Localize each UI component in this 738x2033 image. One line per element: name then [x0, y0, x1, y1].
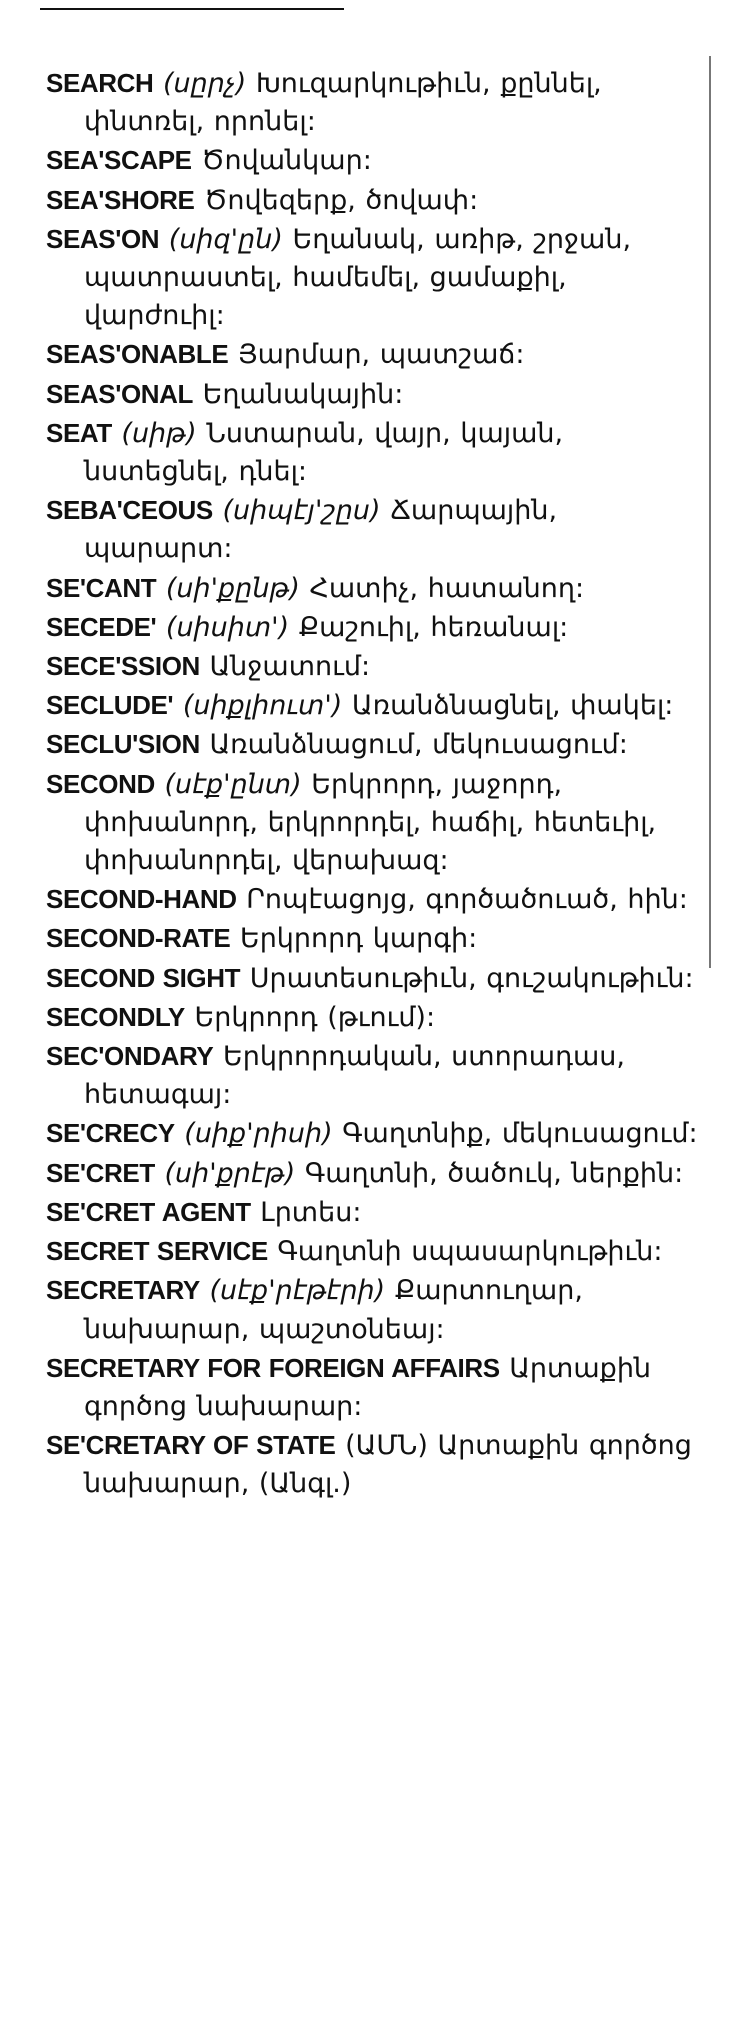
dictionary-entry [46, 725, 706, 764]
column-rule [709, 56, 711, 968]
headword: SECRETARY FOR FOREIGN AFFAIRS [46, 1352, 500, 1383]
dictionary-entry [46, 335, 706, 374]
dictionary-entry [46, 1426, 706, 1503]
pronunciation: (սըրչ) [162, 68, 247, 99]
definition: Առանձնացնել, փակել: [351, 690, 674, 722]
dictionary-entry [46, 686, 706, 725]
definition: Առանձնացում, մեկուսացում: [209, 729, 628, 761]
dictionary-entry [46, 919, 706, 958]
pronunciation: (սիզ'ըն) [168, 223, 283, 255]
definition: Երկրորդ կարգի: [239, 923, 478, 955]
definition: Ծովեզերք, ծովափ: [204, 184, 479, 216]
headword: SEA'SHORE [46, 184, 195, 215]
headword: SE'CRET AGENT [46, 1196, 251, 1227]
definition: Հատիչ, հատանող: [309, 572, 585, 604]
top-rule [40, 8, 344, 10]
dictionary-entry [46, 1037, 706, 1114]
headword: SECOND-RATE [46, 923, 231, 954]
dictionary-entry [46, 569, 706, 608]
dictionary-entry [46, 1271, 706, 1348]
definition: Երկրորդ, յաջորդ, փոխանորդ, երկրորդել, հաճիլ, հետեւիլ, փոխանորդել, վերախազ: [84, 768, 657, 877]
dictionary-entry [46, 220, 706, 336]
pronunciation: (սի'քընթ) [165, 572, 300, 604]
pronunciation: (սի'քրէթ) [164, 1157, 296, 1189]
headword: SECOND-HAND [46, 884, 237, 915]
headword: SECOND [46, 768, 155, 799]
definition: (ԱՄՆ) Արտաքին գործոց նախարար, (Անգլ.) [84, 1430, 692, 1500]
headword: SE'CANT [46, 572, 157, 603]
headword: SE'CRET [46, 1157, 155, 1188]
dictionary-entries [46, 64, 706, 1504]
definition: Խուզարկութիւն, քըննել, փնտռել, որոնել: [84, 68, 602, 138]
headword: SE'CRECY [46, 1118, 175, 1149]
headword: SEAT [46, 417, 112, 448]
headword: SEARCH [46, 68, 154, 98]
definition: Յարմար, պատշաճ: [237, 339, 525, 371]
headword: SE'CRETARY OF STATE [46, 1430, 336, 1461]
dictionary-entry [46, 1154, 706, 1193]
definition: Նստարան, վայր, կայան, նստեցնել, դնել: [84, 417, 564, 488]
dictionary-entry [46, 998, 706, 1037]
headword: SEAS'ONABLE [46, 339, 229, 370]
definition: Քաշուիլ, հեռանալ: [298, 611, 569, 643]
headword: SEAS'ON [46, 223, 160, 254]
definition: Գաղտնի, ծածուկ, ներքին: [304, 1157, 684, 1189]
dictionary-entry [46, 181, 706, 220]
headword: SEBA'CEOUS [46, 495, 213, 526]
pronunciation: (սիպէյ'շըս) [222, 495, 381, 527]
definition: Երկրորդական, ստորադաս, հետագայ: [84, 1041, 625, 1111]
dictionary-entry [46, 141, 706, 180]
definition: Գաղտնի սպասարկութիւն: [277, 1236, 663, 1268]
dictionary-entry [46, 880, 706, 919]
pronunciation: (սիքլիուտ') [182, 690, 343, 722]
dictionary-entry [46, 647, 706, 686]
headword: SECRETARY [46, 1275, 200, 1306]
dictionary-entry [46, 375, 706, 414]
definition: Արտաքին գործոց նախարար: [84, 1352, 652, 1422]
pronunciation: (սիք'րիսի) [184, 1118, 333, 1150]
definition: Եղանակ, առիթ, շրջան, պատրաստել, համեմել, ցամաքիլ, վարժուիլ: [84, 223, 632, 332]
dictionary-entry [46, 1193, 706, 1232]
headword: SECRET SERVICE [46, 1236, 268, 1267]
pronunciation: (սէք'ընտ) [164, 768, 302, 800]
headword: SECLUDE' [46, 690, 174, 721]
dictionary-entry [46, 1114, 706, 1153]
headword: SECE'SSION [46, 651, 200, 682]
headword: SEC'ONDARY [46, 1041, 214, 1072]
dictionary-entry [46, 64, 706, 141]
pronunciation: (սիթ) [121, 417, 197, 449]
pronunciation: (սիսիտ') [165, 611, 290, 643]
dictionary-entry [46, 414, 706, 491]
headword: SEA'SCAPE [46, 145, 192, 176]
dictionary-entry [46, 608, 706, 647]
dictionary-entry [46, 1349, 706, 1426]
definition: Սրատեսութիւն, գուշակութիւն: [249, 962, 694, 994]
definition: Քարտուղար, նախարար, պաշտօնեայ: [84, 1275, 583, 1345]
definition: Րոպէացոյց, գործածուած, հին: [246, 884, 688, 916]
headword: SECOND SIGHT [46, 962, 241, 993]
dictionary-entry [46, 1232, 706, 1271]
definition: Ծովանկար: [201, 145, 372, 177]
headword: SECONDLY [46, 1001, 185, 1032]
definition: Երկրորդ (թւում): [194, 1001, 436, 1033]
definition: Եղանակային: [202, 378, 404, 410]
dictionary-entry [46, 491, 706, 568]
headword: SECLU'SION [46, 729, 200, 760]
definition: Լրտես: [260, 1196, 362, 1228]
dictionary-entry [46, 959, 706, 998]
dictionary-entry [46, 765, 706, 881]
definition: Գաղտնիք, մեկուսացում: [342, 1118, 698, 1150]
headword: SECEDE' [46, 611, 157, 642]
pronunciation: (սէք'րէթէրի) [209, 1275, 386, 1307]
definition: Ճարպային, պարարտ: [84, 495, 558, 565]
definition: Անջատում: [209, 651, 371, 683]
headword: SEAS'ONAL [46, 378, 194, 409]
